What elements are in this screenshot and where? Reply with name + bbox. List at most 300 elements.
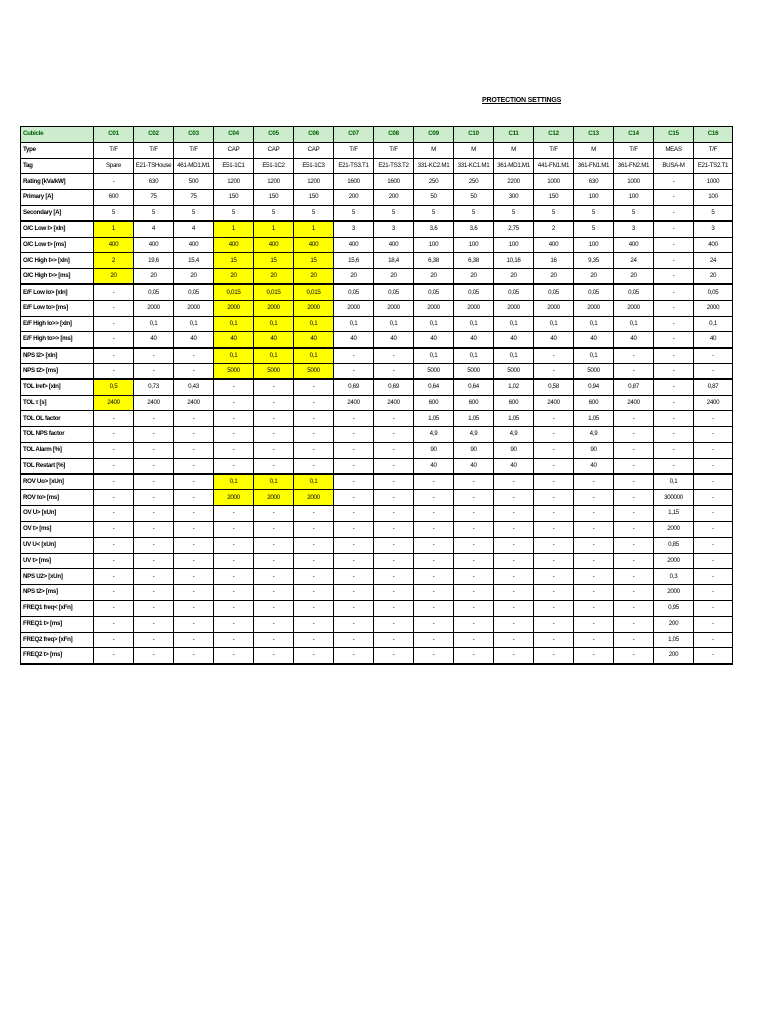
value-cell: - [534, 411, 574, 427]
value-cell: 400 [94, 237, 134, 253]
value-cell: 0,1 [494, 316, 534, 332]
value-cell: - [494, 585, 534, 601]
value-cell: - [294, 521, 334, 537]
value-cell: - [654, 379, 694, 395]
value-cell: - [694, 474, 733, 490]
value-cell: - [374, 458, 414, 474]
value-cell: 40 [134, 332, 174, 348]
value-cell: - [414, 553, 454, 569]
value-cell: 0,1 [294, 474, 334, 490]
row-label-cell: O/C Low t> [ms] [21, 237, 94, 253]
value-cell: BUSA-M [654, 158, 694, 174]
value-cell: MEAS [654, 142, 694, 158]
value-cell: - [254, 585, 294, 601]
value-cell: - [174, 411, 214, 427]
value-cell: - [614, 458, 654, 474]
value-cell: 4,9 [494, 427, 534, 443]
value-cell: 0,05 [534, 284, 574, 300]
value-cell: - [294, 600, 334, 616]
value-cell: - [94, 632, 134, 648]
value-cell: 630 [134, 174, 174, 190]
value-cell: 4,9 [454, 427, 494, 443]
value-cell: 0,05 [134, 284, 174, 300]
value-cell: 4 [174, 221, 214, 237]
value-cell: - [694, 411, 733, 427]
row-label-cell: E/F Low Io> [xIn] [21, 284, 94, 300]
value-cell: - [294, 411, 334, 427]
value-cell: - [174, 632, 214, 648]
header-cubicle-cell: C15 [654, 127, 694, 143]
value-cell: 5 [214, 205, 254, 221]
value-cell: 5 [294, 205, 334, 221]
header-cubicle-cell: C08 [374, 127, 414, 143]
value-cell: - [254, 427, 294, 443]
value-cell: - [174, 506, 214, 522]
value-cell: - [534, 537, 574, 553]
value-cell: E51-1C1 [214, 158, 254, 174]
value-cell: - [134, 506, 174, 522]
value-cell: - [454, 474, 494, 490]
header-cubicle-cell: C06 [294, 127, 334, 143]
value-cell: - [334, 474, 374, 490]
value-cell: 100 [574, 190, 614, 206]
value-cell: 1000 [614, 174, 654, 190]
value-cell: 1,02 [494, 379, 534, 395]
value-cell: 0,1 [294, 316, 334, 332]
value-cell: - [694, 348, 733, 364]
value-cell: - [374, 348, 414, 364]
value-cell: - [534, 490, 574, 506]
row-label-cell: FREQ1 freq< [xFn] [21, 600, 94, 616]
value-cell: - [214, 427, 254, 443]
row-label-cell: ROV Uo> [xUn] [21, 474, 94, 490]
value-cell: - [534, 600, 574, 616]
value-cell: 300000 [654, 490, 694, 506]
value-cell: 0,1 [254, 474, 294, 490]
value-cell: - [94, 600, 134, 616]
value-cell: 400 [294, 237, 334, 253]
value-cell: E21-TSHouse [134, 158, 174, 174]
value-cell: 10,16 [494, 253, 534, 269]
value-cell: 0,1 [414, 348, 454, 364]
value-cell: 0,1 [654, 474, 694, 490]
value-cell: 20 [614, 269, 654, 285]
value-cell: - [214, 616, 254, 632]
value-cell: 0,1 [254, 316, 294, 332]
header-cubicle-cell: C16 [694, 127, 733, 143]
value-cell: - [94, 553, 134, 569]
table-row [21, 616, 733, 632]
value-cell: - [334, 616, 374, 632]
row-label-cell: TOL NPS factor [21, 427, 94, 443]
value-cell: - [454, 616, 494, 632]
value-cell: 0,1 [334, 316, 374, 332]
value-cell: 0,1 [134, 316, 174, 332]
row-label-cell: E/F Low to> [ms] [21, 300, 94, 316]
value-cell: T/F [694, 142, 733, 158]
value-cell: - [614, 490, 654, 506]
value-cell: - [174, 648, 214, 664]
value-cell: - [94, 316, 134, 332]
table-row [21, 648, 733, 664]
value-cell: - [374, 616, 414, 632]
value-cell: - [494, 521, 534, 537]
value-cell: 361-FN2.M1 [614, 158, 654, 174]
value-cell: 0,1 [454, 316, 494, 332]
value-cell: 50 [454, 190, 494, 206]
value-cell: - [334, 490, 374, 506]
value-cell: 90 [454, 442, 494, 458]
value-cell: 100 [614, 190, 654, 206]
row-label-cell: TOL Restart [%] [21, 458, 94, 474]
value-cell: - [614, 348, 654, 364]
value-cell: - [654, 237, 694, 253]
value-cell: 2000 [294, 300, 334, 316]
value-cell: - [494, 537, 534, 553]
header-cubicle-cell: C10 [454, 127, 494, 143]
value-cell: - [574, 490, 614, 506]
value-cell: 0,1 [574, 348, 614, 364]
value-cell: - [614, 363, 654, 379]
value-cell: - [254, 458, 294, 474]
value-cell: 0,05 [694, 284, 733, 300]
row-label-cell: UV U< [xUn] [21, 537, 94, 553]
value-cell: 2000 [654, 585, 694, 601]
value-cell: 100 [574, 237, 614, 253]
value-cell: - [574, 506, 614, 522]
value-cell: 20 [174, 269, 214, 285]
value-cell: - [134, 411, 174, 427]
value-cell: - [94, 569, 134, 585]
value-cell: 5 [414, 205, 454, 221]
value-cell: 100 [454, 237, 494, 253]
value-cell: 0,3 [654, 569, 694, 585]
value-cell: 20 [534, 269, 574, 285]
value-cell: - [134, 585, 174, 601]
table-row [21, 174, 733, 190]
table-row [21, 190, 733, 206]
value-cell: 15 [254, 253, 294, 269]
value-cell: - [694, 600, 733, 616]
value-cell: 19,6 [134, 253, 174, 269]
value-cell: 90 [414, 442, 454, 458]
value-cell: - [94, 332, 134, 348]
value-cell: - [414, 521, 454, 537]
value-cell: 16 [534, 253, 574, 269]
value-cell: - [614, 474, 654, 490]
row-label-cell: NPS t2> [ms] [21, 363, 94, 379]
value-cell: 40 [574, 458, 614, 474]
value-cell: - [374, 585, 414, 601]
value-cell: - [334, 569, 374, 585]
value-cell: 20 [254, 269, 294, 285]
value-cell: - [334, 458, 374, 474]
table-row [21, 585, 733, 601]
value-cell: 6,38 [454, 253, 494, 269]
value-cell: 1 [254, 221, 294, 237]
value-cell: - [94, 648, 134, 664]
value-cell: - [534, 569, 574, 585]
value-cell: - [654, 442, 694, 458]
table-header-row [21, 127, 733, 143]
value-cell: 0,1 [214, 316, 254, 332]
value-cell: - [134, 569, 174, 585]
header-cubicle-cell: C07 [334, 127, 374, 143]
value-cell: - [214, 521, 254, 537]
value-cell: 0,015 [214, 284, 254, 300]
value-cell: - [94, 442, 134, 458]
value-cell: 461-MD1.M1 [174, 158, 214, 174]
value-cell: 0,05 [174, 284, 214, 300]
row-label-cell: Tag [21, 158, 94, 174]
value-cell: - [534, 363, 574, 379]
value-cell: 500 [174, 174, 214, 190]
value-cell: - [374, 474, 414, 490]
value-cell: - [454, 553, 494, 569]
value-cell: 150 [534, 190, 574, 206]
value-cell: 50 [414, 190, 454, 206]
value-cell: 5 [454, 205, 494, 221]
table-row [21, 458, 733, 474]
value-cell: - [574, 616, 614, 632]
value-cell: 18,4 [374, 253, 414, 269]
value-cell: 2 [94, 253, 134, 269]
row-label-cell: NPS U2> [xUn] [21, 569, 94, 585]
value-cell: 2400 [334, 395, 374, 411]
value-cell: 1200 [294, 174, 334, 190]
header-cubicle-cell: C09 [414, 127, 454, 143]
value-cell: E21-TS3.T1 [334, 158, 374, 174]
value-cell: 5 [534, 205, 574, 221]
row-label-cell: E/F High to>> [ms] [21, 332, 94, 348]
value-cell: - [94, 348, 134, 364]
value-cell: - [494, 553, 534, 569]
value-cell: 20 [334, 269, 374, 285]
value-cell: - [694, 632, 733, 648]
value-cell: 5 [574, 205, 614, 221]
header-cubicle-cell: C02 [134, 127, 174, 143]
value-cell: 0,1 [294, 348, 334, 364]
row-label-cell: TOL τ [s] [21, 395, 94, 411]
value-cell: - [614, 521, 654, 537]
row-label-cell: FREQ2 t> [ms] [21, 648, 94, 664]
value-cell: 400 [334, 237, 374, 253]
table-row [21, 379, 733, 395]
value-cell: - [414, 600, 454, 616]
value-cell: 5 [254, 205, 294, 221]
value-cell: 1,15 [654, 506, 694, 522]
value-cell: 1,05 [654, 632, 694, 648]
row-label-cell: ROV to> [ms] [21, 490, 94, 506]
value-cell: 2000 [214, 300, 254, 316]
value-cell: - [294, 648, 334, 664]
value-cell: - [94, 284, 134, 300]
value-cell: 1200 [254, 174, 294, 190]
value-cell: - [374, 427, 414, 443]
value-cell: - [654, 316, 694, 332]
value-cell: - [214, 585, 254, 601]
value-cell: 361-FN1.M1 [574, 158, 614, 174]
value-cell: - [134, 490, 174, 506]
value-cell: 20 [574, 269, 614, 285]
value-cell: - [334, 521, 374, 537]
value-cell: M [414, 142, 454, 158]
table-row [21, 363, 733, 379]
row-label-cell: OV U> [xUn] [21, 506, 94, 522]
value-cell: 2400 [694, 395, 733, 411]
value-cell: - [174, 363, 214, 379]
value-cell: 5 [374, 205, 414, 221]
value-cell: - [334, 553, 374, 569]
value-cell: - [654, 348, 694, 364]
row-label-cell: NPS t2> [ms] [21, 585, 94, 601]
value-cell: 0,1 [534, 316, 574, 332]
value-cell: - [94, 411, 134, 427]
value-cell: - [694, 521, 733, 537]
table-row [21, 348, 733, 364]
value-cell: E51-1C3 [294, 158, 334, 174]
value-cell: T/F [134, 142, 174, 158]
value-cell: - [574, 569, 614, 585]
value-cell: 3 [694, 221, 733, 237]
value-cell: - [94, 363, 134, 379]
header-cubicle-cell: C11 [494, 127, 534, 143]
value-cell: - [414, 585, 454, 601]
value-cell: - [494, 506, 534, 522]
table-row [21, 569, 733, 585]
value-cell: 15 [294, 253, 334, 269]
value-cell: - [454, 648, 494, 664]
value-cell: 200 [654, 648, 694, 664]
value-cell: 5000 [214, 363, 254, 379]
value-cell: 20 [414, 269, 454, 285]
value-cell: - [694, 442, 733, 458]
value-cell: - [374, 411, 414, 427]
value-cell: - [374, 490, 414, 506]
value-cell: - [454, 506, 494, 522]
value-cell: - [454, 537, 494, 553]
value-cell: - [454, 569, 494, 585]
value-cell: - [574, 585, 614, 601]
value-cell: 0,1 [374, 316, 414, 332]
value-cell: - [574, 632, 614, 648]
row-label-cell: Rating [kVa/kW] [21, 174, 94, 190]
value-cell: - [294, 553, 334, 569]
value-cell: - [174, 585, 214, 601]
table-row [21, 237, 733, 253]
value-cell: - [94, 521, 134, 537]
row-label-cell: UV t> [ms] [21, 553, 94, 569]
value-cell: 40 [174, 332, 214, 348]
value-cell: 400 [254, 237, 294, 253]
value-cell: - [334, 363, 374, 379]
value-cell: 600 [94, 190, 134, 206]
value-cell: - [614, 506, 654, 522]
value-cell: - [534, 506, 574, 522]
value-cell: 20 [294, 269, 334, 285]
value-cell: - [134, 474, 174, 490]
value-cell: - [574, 600, 614, 616]
value-cell: 5000 [294, 363, 334, 379]
value-cell: 0,05 [334, 284, 374, 300]
value-cell: 0,5 [94, 379, 134, 395]
value-cell: 40 [414, 332, 454, 348]
value-cell: - [214, 632, 254, 648]
value-cell: - [374, 648, 414, 664]
value-cell: 90 [494, 442, 534, 458]
value-cell: - [454, 521, 494, 537]
table-row [21, 474, 733, 490]
value-cell: - [614, 553, 654, 569]
value-cell: - [94, 585, 134, 601]
value-cell: 3 [614, 221, 654, 237]
value-cell: - [654, 332, 694, 348]
value-cell: 20 [694, 269, 733, 285]
value-cell: - [174, 458, 214, 474]
value-cell: - [214, 458, 254, 474]
value-cell: 150 [254, 190, 294, 206]
table-row [21, 442, 733, 458]
header-cubicle-cell: C04 [214, 127, 254, 143]
value-cell: 5000 [454, 363, 494, 379]
value-cell: - [654, 427, 694, 443]
value-cell: - [494, 490, 534, 506]
row-label-cell: Secondary [A] [21, 205, 94, 221]
table-row [21, 269, 733, 285]
value-cell: 1200 [214, 174, 254, 190]
value-cell: E51-1C2 [254, 158, 294, 174]
value-cell: 5 [614, 205, 654, 221]
value-cell: - [254, 521, 294, 537]
value-cell: - [534, 458, 574, 474]
value-cell: - [214, 537, 254, 553]
row-label-cell: OV t> [ms] [21, 521, 94, 537]
value-cell: 0,1 [694, 316, 733, 332]
value-cell: - [134, 363, 174, 379]
value-cell: - [334, 427, 374, 443]
value-cell: - [534, 632, 574, 648]
value-cell: 0,64 [414, 379, 454, 395]
header-cubicle-cell: C14 [614, 127, 654, 143]
value-cell: - [654, 205, 694, 221]
value-cell: 331-KC2.M1 [414, 158, 454, 174]
value-cell: 5000 [254, 363, 294, 379]
value-cell: 0,1 [174, 316, 214, 332]
row-label-cell: FREQ2 freq> [xFn] [21, 632, 94, 648]
value-cell: 400 [694, 237, 733, 253]
row-label-cell: Primary [A] [21, 190, 94, 206]
table-row [21, 142, 733, 158]
value-cell: - [254, 395, 294, 411]
value-cell: - [654, 174, 694, 190]
value-cell: 24 [614, 253, 654, 269]
value-cell: 0,58 [534, 379, 574, 395]
value-cell: 0,05 [494, 284, 534, 300]
value-cell: 40 [414, 458, 454, 474]
value-cell: 441-FN1.M1 [534, 158, 574, 174]
header-cubicle-cell: C12 [534, 127, 574, 143]
value-cell: - [134, 537, 174, 553]
value-cell: - [334, 648, 374, 664]
value-cell: - [534, 585, 574, 601]
table-row [21, 490, 733, 506]
value-cell: - [574, 648, 614, 664]
value-cell: 150 [214, 190, 254, 206]
value-cell: - [134, 553, 174, 569]
value-cell: - [534, 427, 574, 443]
value-cell: - [534, 474, 574, 490]
value-cell: - [134, 427, 174, 443]
